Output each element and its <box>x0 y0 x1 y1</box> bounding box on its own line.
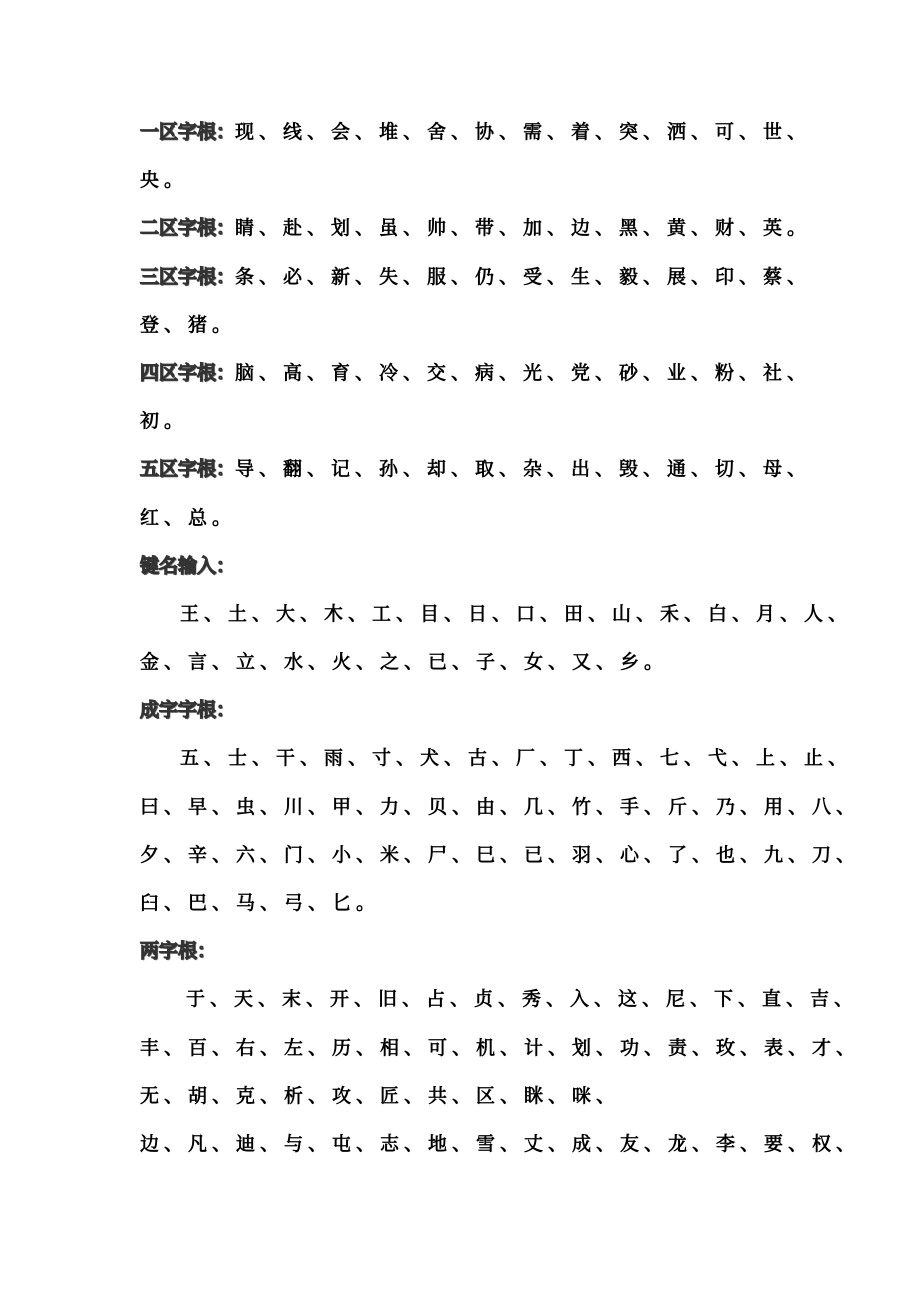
zone1-items-cont: 央。 <box>140 169 189 192</box>
char-roots-items-3: 夕、辛、六、门、小、米、尸、巳、已、羽、心、了、也、九、刀、 <box>140 843 861 866</box>
two-roots-line-4 <box>140 1126 861 1174</box>
zone3-items-cont: 登、猪。 <box>140 313 237 336</box>
zone4-line <box>140 355 812 403</box>
zone2-items: 睛、赴、划、虽、帅、带、加、边、黑、黄、财、英。 <box>235 217 812 240</box>
zone5-items: 导、翻、记、孙、却、取、杂、出、毁、通、切、母、 <box>235 458 812 481</box>
two-roots-items-3: 无、胡、克、析、攻、匠、共、区、眯、咪、 <box>140 1084 621 1107</box>
zone1-heading: 一区字根： <box>140 121 236 143</box>
two-roots-heading-line <box>140 933 800 981</box>
two-roots-line-3 <box>140 1078 800 1126</box>
key-names-line-2 <box>140 644 800 692</box>
two-roots-items-2: 丰、百、右、左、历、相、可、机、计、划、功、责、玫、表、才、 <box>140 1036 861 1059</box>
char-roots-line-4 <box>140 885 800 933</box>
zone5-items-cont: 红、总。 <box>140 506 237 529</box>
zone1-line <box>140 114 812 162</box>
two-roots-line-2 <box>140 1030 861 1078</box>
char-roots-line-3 <box>140 837 861 885</box>
key-names-items-2: 金、言、立、水、火、之、已、子、女、又、乡。 <box>140 651 669 674</box>
two-roots-line-1 <box>140 981 859 1029</box>
zone5-heading: 五区字根： <box>140 458 236 481</box>
zone3-line <box>140 259 812 307</box>
zone4-items: 脑、高、育、冷、交、病、光、党、砂、业、粉、社、 <box>235 361 812 384</box>
char-roots-items-1: 五、士、干、雨、寸、犬、古、厂、丁、西、七、弋、上、止、 <box>180 747 853 770</box>
char-roots-line-2 <box>140 789 861 837</box>
char-roots-line-1 <box>140 740 853 788</box>
zone3-heading: 三区字根： <box>140 265 236 288</box>
zone3-items: 条、必、新、失、服、仍、受、生、毅、展、印、蔡、 <box>235 265 812 288</box>
char-roots-items-2: 曰、早、虫、川、甲、力、贝、由、几、竹、手、斤、乃、用、八、 <box>140 795 861 818</box>
zone5-continuation <box>140 500 800 548</box>
two-roots-items-4: 边、凡、迪、与、屯、志、地、雪、丈、成、友、龙、李、要、权、 <box>140 1132 861 1155</box>
char-roots-items-4: 臼、巴、马、弓、匕。 <box>140 892 381 914</box>
zone4-items-cont: 初。 <box>140 410 189 433</box>
char-roots-heading-line <box>140 692 800 740</box>
zone2-line <box>140 210 812 258</box>
zone5-line <box>140 451 812 499</box>
zone4-continuation <box>140 403 800 451</box>
zone2-heading: 二区字根： <box>140 217 236 240</box>
two-roots-items-1: 于、天、末、开、旧、占、贞、秀、入、这、尼、下、直、吉、 <box>186 988 859 1011</box>
key-names-heading-line <box>140 548 800 596</box>
zone4-heading: 四区字根： <box>140 361 236 384</box>
key-names-items-1: 王、土、大、木、工、目、日、口、田、山、禾、白、月、人、 <box>180 602 853 625</box>
char-roots-heading: 成字字根： <box>140 699 236 722</box>
two-roots-heading: 两字根： <box>140 940 217 963</box>
zone1-continuation <box>140 162 800 210</box>
zone3-continuation <box>140 307 800 355</box>
key-names-heading: 键名输入： <box>140 554 236 577</box>
zone1-items: 现、线、会、堆、舍、协、需、着、突、洒、可、世、 <box>235 121 812 143</box>
document-page <box>140 114 861 1174</box>
key-names-line-1 <box>140 596 853 644</box>
